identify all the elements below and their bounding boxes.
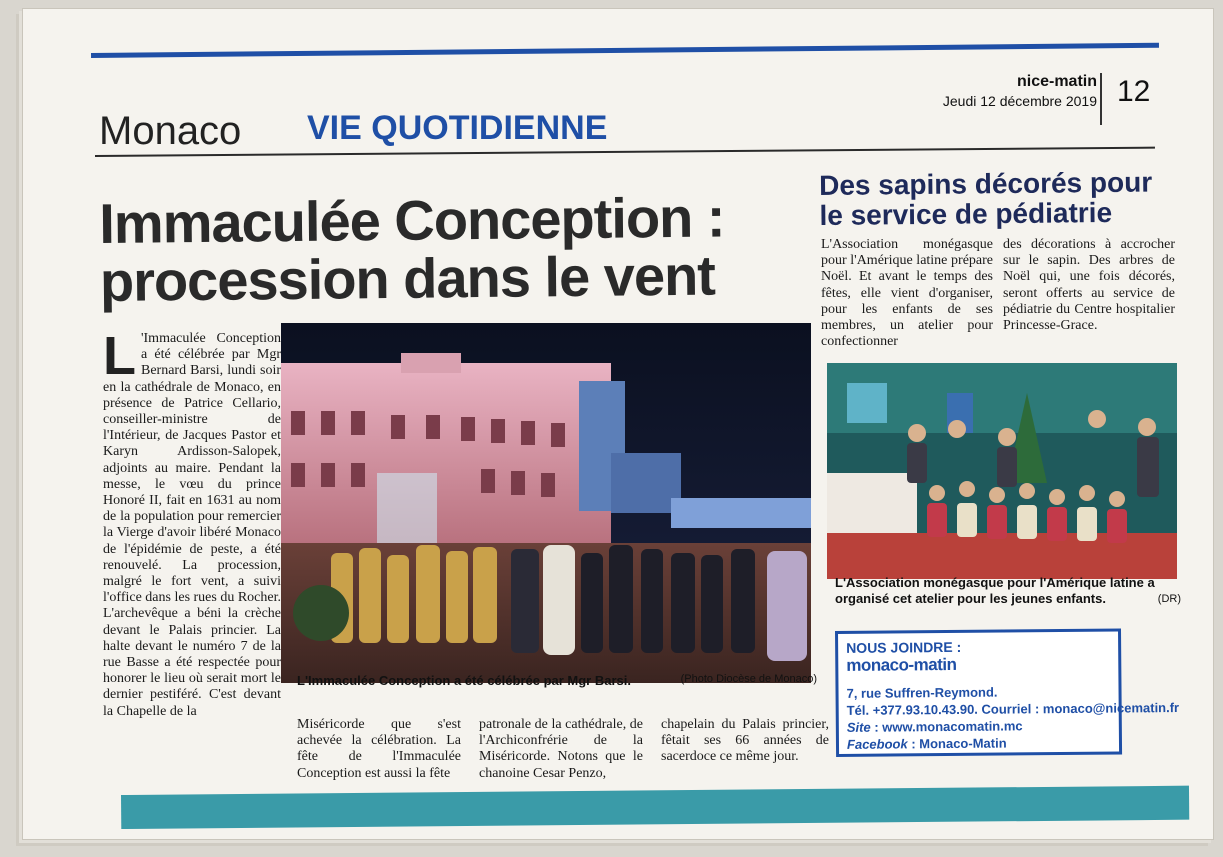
side-article-column-2: des décorations à accrocher sur le sapin. Des arbres de Noël qui, une fois décorés, seront offerts au service de pédiatrie du Centre hospitalier Princesse-Grace. bbox=[1003, 237, 1175, 334]
bleed-through-text bbox=[771, 103, 783, 145]
side-photo-caption bbox=[835, 575, 1185, 607]
main-article-text-1: 'Immaculée Conception a été célébrée par Mgr Bernard Barsi, lundi soir en la cathédrale de Monaco, en présence de Patrice Cellario, conseiller-ministre de l'Intérieur, de Jacques Pastor et Karyn Ardisson-Salopek, adjoints au maire. Pendant la messe, le vœu du prince Honoré II, fait en 1631 au nom de la population pour remercier la Vierge d'avoir libéré Monaco de l'épidémie de peste, a été renouvelé. La procession, malgré le fort vent, a suivi l'office dans les rues du Rocher. L'archevêque a béni la crèche devant le Palais princier. La halte devant le numéro 7 de la rue Basse a été respectée pour honorer le lieu où serait mort le dernier pestiféré. C'est devant la Chapelle de la bbox=[103, 331, 281, 719]
main-headline: Immaculée Conception : procession dans le vent bbox=[98, 185, 725, 313]
contact-site-value: : www.monacomatin.mc bbox=[870, 718, 1023, 735]
main-photo-credit: (Photo Diocèse de Monaco) bbox=[680, 673, 817, 685]
contact-facebook-value: : Monaco-Matin bbox=[907, 735, 1007, 752]
main-article-column-1 bbox=[103, 326, 281, 720]
page-number: 12 bbox=[1117, 75, 1151, 108]
contact-site-label: Site bbox=[846, 719, 871, 735]
contact-name: monaco-matin bbox=[846, 654, 957, 675]
contact-site bbox=[847, 718, 1111, 735]
page-number-divider bbox=[1100, 73, 1102, 125]
main-article-column-2: Miséricorde que s'est achevée la célébration. La fête de l'Immaculée Conception est aussi la fête bbox=[297, 717, 461, 781]
main-article-column-3: patronale de la cathédrale, de l'Archiconfrérie de la Miséricorde. Notons que le chanoine Cesar Penzo, bbox=[479, 717, 643, 781]
section-rule bbox=[95, 147, 1155, 157]
contact-facebook-label: Facebook bbox=[846, 736, 908, 752]
masthead-brand bbox=[943, 73, 1097, 109]
main-article-column-4: chapelain du Palais princier, fêtait ses 66 années de sacerdoce ce même jour. bbox=[661, 717, 829, 765]
section-name: VIE QUOTIDIENNE bbox=[307, 109, 608, 147]
workshop-photo bbox=[827, 363, 1177, 579]
side-headline: Des sapins décorés pour le service de pédiatrie bbox=[818, 166, 1153, 231]
newspaper-name: nice-matin bbox=[1016, 73, 1097, 90]
procession-photo-illustration bbox=[281, 323, 811, 683]
contact-phone-email: Tél. +377.93.10.43.90. Courriel : monaco@nicematin.fr bbox=[846, 700, 1180, 718]
side-photo-credit: (DR) bbox=[1157, 593, 1181, 605]
contact-box bbox=[835, 629, 1180, 757]
section-city: Monaco bbox=[99, 109, 242, 153]
workshop-photo-illustration bbox=[827, 363, 1177, 579]
contact-facebook bbox=[847, 735, 1111, 752]
side-article-column-1: L'Association monégasque pour l'Amérique latine prépare Noël. Et avant le temps des fêtes, elle vient d'organiser, pour les enfants de ses membres, un atelier pour confectionner bbox=[821, 237, 993, 350]
issue-date: Jeudi 12 décembre 2019 bbox=[942, 93, 1097, 109]
main-photo-caption-text: L'Immaculée Conception a été célébrée par Mgr Barsi. bbox=[297, 673, 631, 688]
bottom-ad-band bbox=[121, 786, 1189, 829]
contact-title: NOUS JOINDRE : bbox=[846, 638, 962, 656]
contact-address: 7, rue Suffren-Reymond. bbox=[846, 684, 998, 701]
procession-photo bbox=[281, 323, 811, 683]
main-photo-caption bbox=[297, 673, 817, 688]
top-rule bbox=[91, 43, 1159, 58]
drop-cap: L bbox=[103, 326, 136, 386]
side-photo-caption-text: L'Association monégasque pour l'Amérique latine a organisé cet atelier pour les jeunes enfants. bbox=[835, 575, 1155, 606]
newspaper-page bbox=[22, 8, 1214, 840]
